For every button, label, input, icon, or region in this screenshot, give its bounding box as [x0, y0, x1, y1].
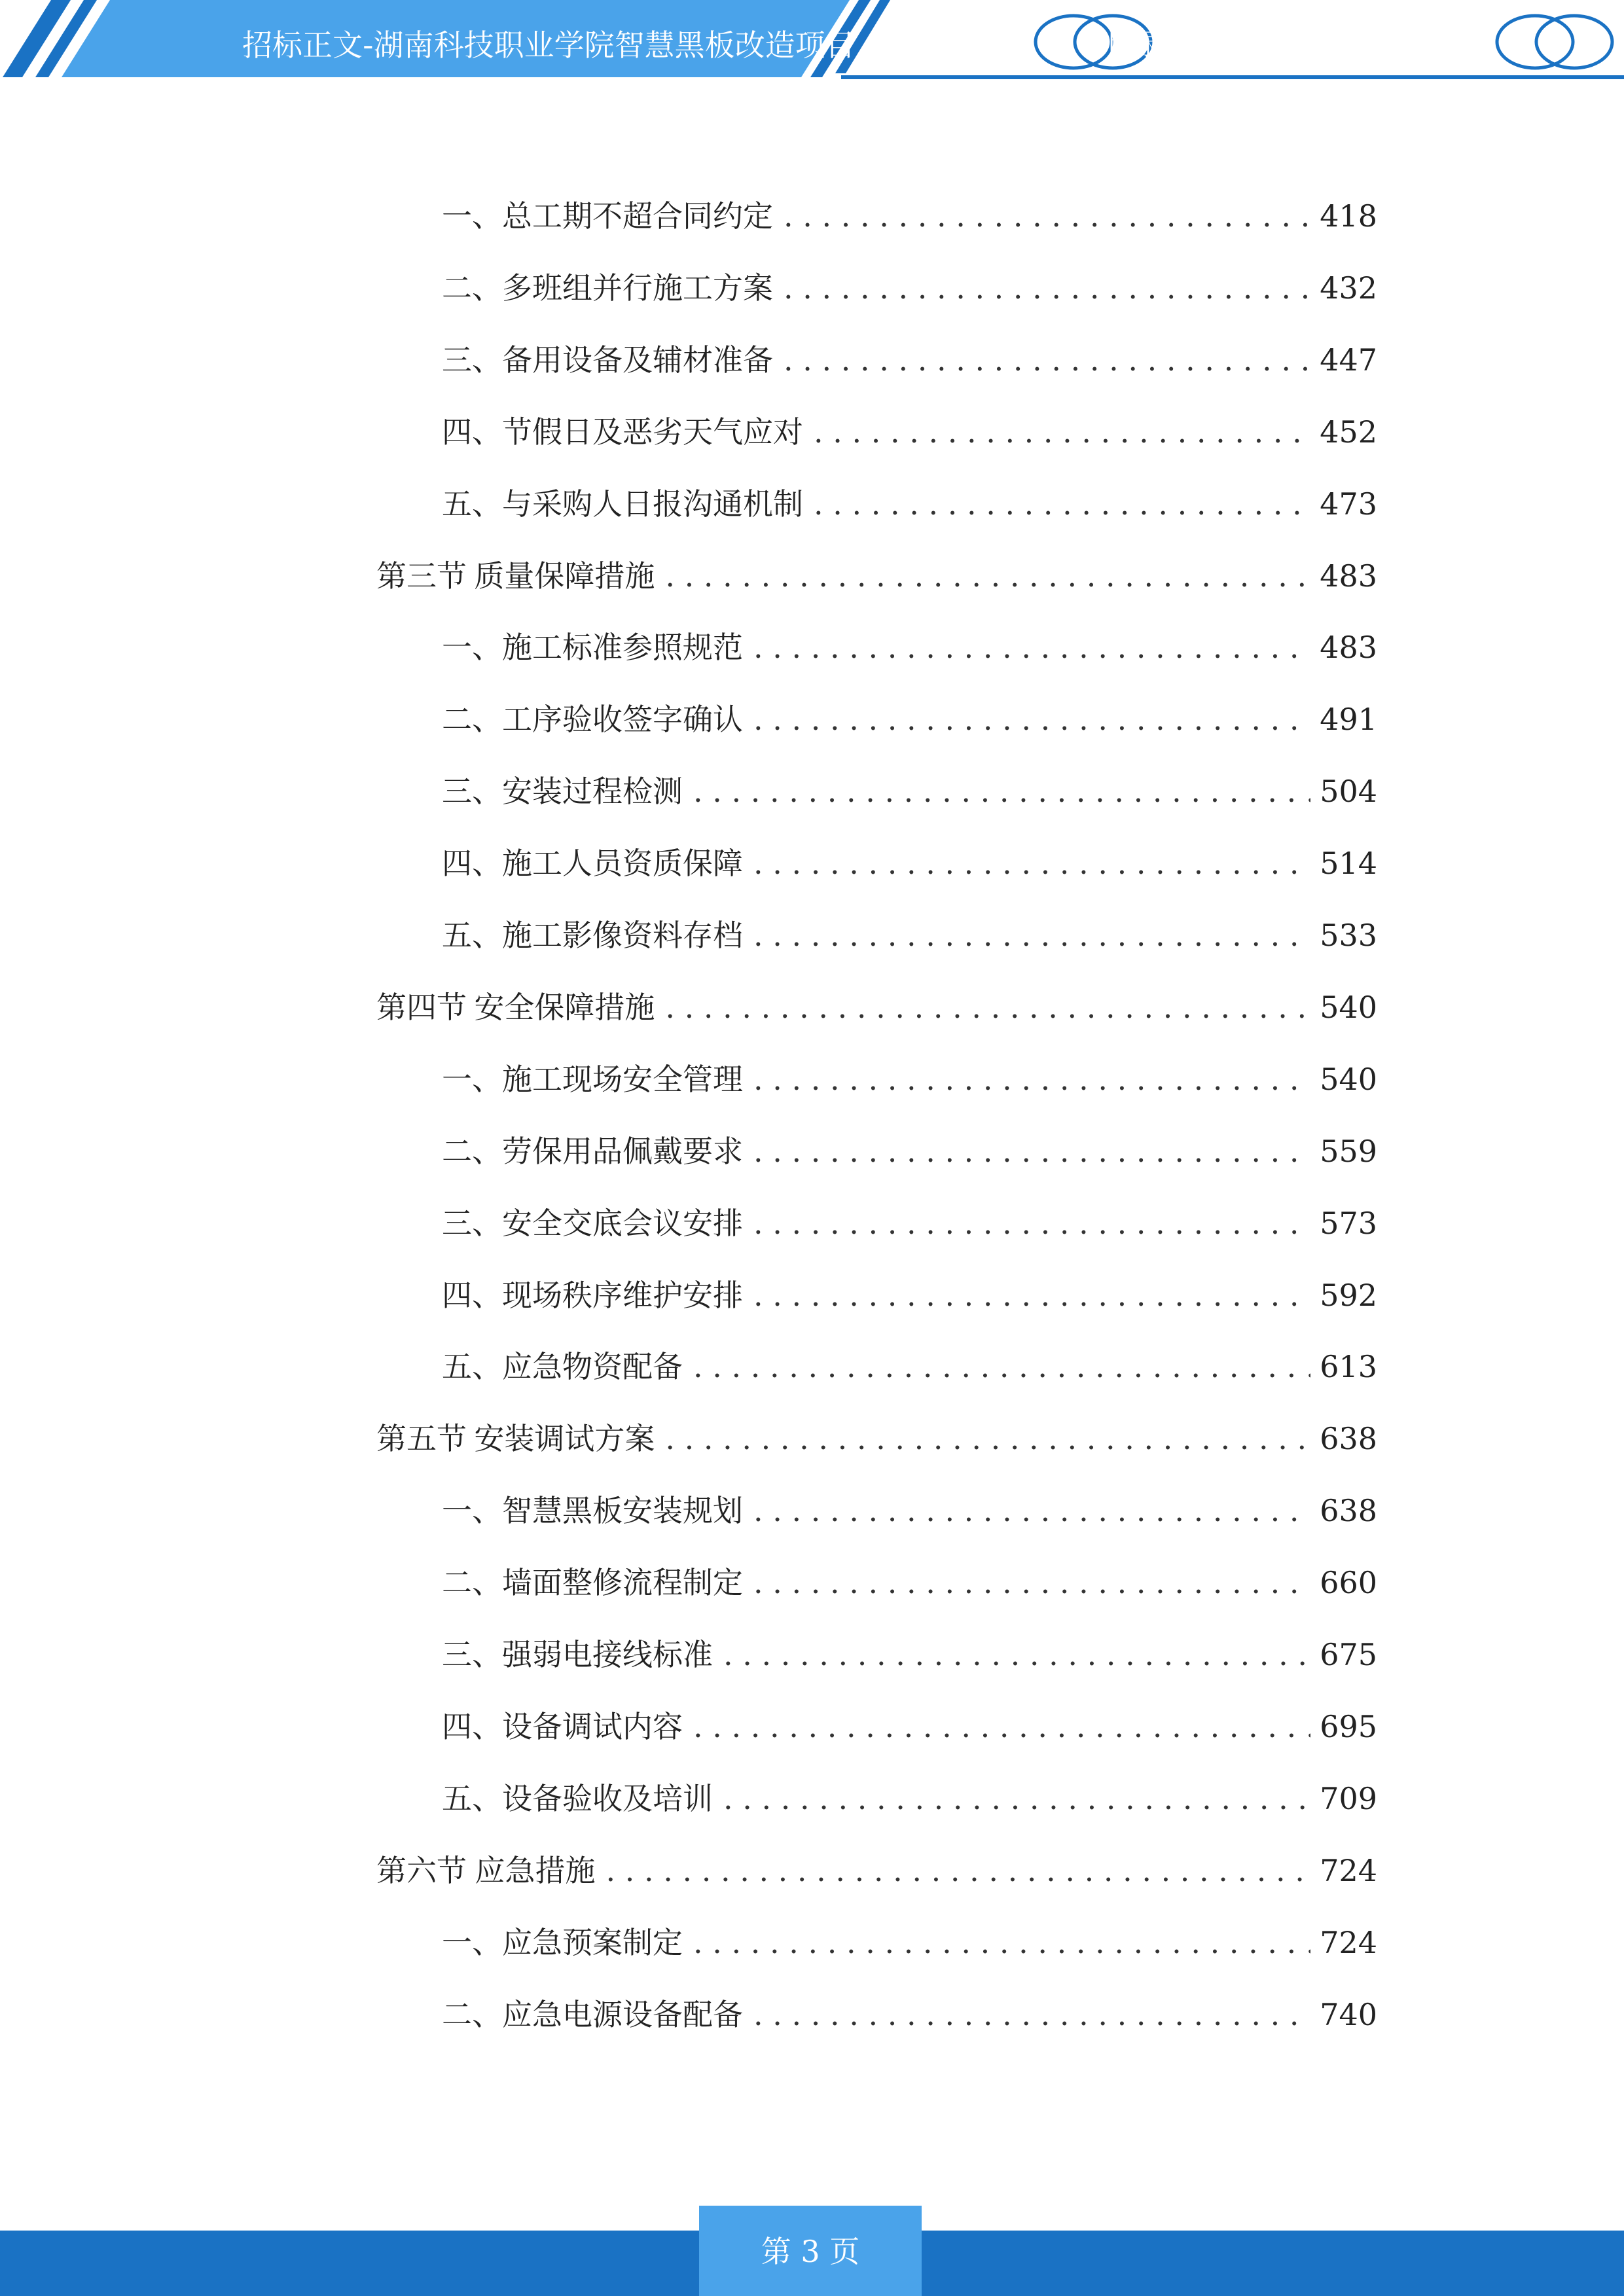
toc-dot-leader: [605, 1848, 1310, 1893]
toc-subsection-entry[interactable]: [442, 624, 1377, 670]
toc-subsection-entry[interactable]: [442, 337, 1377, 383]
toc-entry-page: 514: [1320, 846, 1377, 882]
toc-dot-leader: [693, 1344, 1310, 1390]
toc-dot-leader: [665, 984, 1310, 1030]
toc-entry-page: 724: [1320, 1852, 1377, 1888]
toc-entry-number: 二、: [442, 1996, 502, 2032]
toc-subsection-entry[interactable]: [442, 768, 1377, 814]
toc-dot-leader: [753, 624, 1310, 670]
rings-logo-icon-right: [1497, 16, 1612, 68]
toc-dot-leader: [753, 696, 1310, 742]
toc-entry-number: 四、: [442, 414, 502, 450]
toc-entry-page: 540: [1320, 1061, 1377, 1097]
toc-dot-leader: [784, 193, 1310, 239]
toc-section-entry[interactable]: [376, 1848, 1377, 1893]
toc-entry-page: 452: [1320, 414, 1377, 450]
toc-entry-number: 二、: [442, 270, 502, 306]
toc-entry-page: 418: [1320, 198, 1377, 234]
toc-entry-title: 节假日及恶劣天气应对: [502, 414, 803, 450]
header-title: 招标正文-湖南科技职业学院智慧黑板改造项目: [242, 27, 856, 63]
toc-dot-leader: [753, 1056, 1310, 1102]
toc-entry-number: 第五节: [376, 1421, 467, 1457]
toc-entry-title: 质量保障措施: [474, 558, 655, 594]
header-subtitle: 目录: [1105, 28, 1163, 62]
toc-entry-page: 573: [1320, 1205, 1377, 1241]
toc-dot-leader: [665, 553, 1310, 599]
toc-section-entry[interactable]: [376, 1416, 1377, 1462]
toc-entry-title: 工序验收签字确认: [502, 702, 743, 738]
toc-entry-page: 432: [1320, 270, 1377, 306]
toc-entry-title: 应急预案制定: [502, 1924, 683, 1960]
toc-entry-number: 第三节: [376, 558, 467, 594]
toc-entry-title: 设备调试内容: [502, 1708, 683, 1744]
toc-entry-number: 五、: [442, 486, 502, 522]
toc-entry-page: 504: [1320, 774, 1377, 810]
toc-subsection-entry[interactable]: [442, 1272, 1377, 1318]
toc-entry-page: 675: [1320, 1637, 1377, 1672]
toc-entry-number: 二、: [442, 1133, 502, 1169]
toc-dot-leader: [753, 840, 1310, 886]
toc-entry-number: 三、: [442, 774, 502, 810]
toc-subsection-entry[interactable]: [442, 1488, 1377, 1534]
toc-entry-title: 现场秩序维护安排: [502, 1277, 743, 1313]
toc-subsection-entry[interactable]: [442, 696, 1377, 742]
toc-entry-title: 总工期不超合同约定: [502, 198, 773, 234]
toc-entry-title: 多班组并行施工方案: [502, 270, 773, 306]
toc-entry-title: 施工人员资质保障: [502, 846, 743, 882]
page-number: 第 3 页: [761, 2234, 860, 2269]
toc-dot-leader: [784, 337, 1310, 383]
toc-dot-leader: [753, 1488, 1310, 1534]
toc-entry-title: 应急措施: [475, 1852, 596, 1888]
toc-subsection-entry[interactable]: [442, 409, 1377, 455]
toc-entry-number: 五、: [442, 918, 502, 953]
toc-entry-page: 592: [1320, 1277, 1377, 1313]
toc-subsection-entry[interactable]: [442, 1704, 1377, 1749]
toc-dot-leader: [723, 1776, 1310, 1821]
toc-entry-title: 施工标准参照规范: [502, 630, 743, 666]
toc-entry-number: 四、: [442, 1277, 502, 1313]
toc-dot-leader: [665, 1416, 1310, 1462]
toc-entry-number: 一、: [442, 1493, 502, 1529]
toc-entry-number: 一、: [442, 630, 502, 666]
toc-entry-title: 安全保障措施: [474, 989, 655, 1025]
toc-entry-title: 设备验收及培训: [502, 1780, 713, 1816]
toc-dot-leader: [693, 1704, 1310, 1749]
toc-entry-title: 备用设备及辅材准备: [502, 342, 773, 378]
toc-entry-page: 638: [1320, 1421, 1377, 1457]
toc-subsection-entry[interactable]: [442, 1560, 1377, 1605]
toc-entry-number: 二、: [442, 1565, 502, 1601]
toc-entry-title: 应急物资配备: [502, 1349, 683, 1385]
toc-subsection-entry[interactable]: [442, 1776, 1377, 1821]
toc-entry-title: 安装过程检测: [502, 774, 683, 810]
toc-entry-title: 安全交底会议安排: [502, 1205, 743, 1241]
toc-dot-leader: [693, 768, 1310, 814]
toc-subsection-entry[interactable]: [442, 1128, 1377, 1174]
toc-entry-number: 二、: [442, 702, 502, 738]
toc-entry-page: 740: [1320, 1996, 1377, 2032]
toc-subsection-entry[interactable]: [442, 1056, 1377, 1102]
toc-entry-number: 三、: [442, 1205, 502, 1241]
toc-entry-title: 施工影像资料存档: [502, 918, 743, 953]
toc-entry-title: 施工现场安全管理: [502, 1061, 743, 1097]
toc-subsection-entry[interactable]: [442, 481, 1377, 527]
toc-entry-title: 墙面整修流程制定: [502, 1565, 743, 1601]
toc-section-entry[interactable]: [376, 984, 1377, 1030]
toc-dot-leader: [814, 481, 1310, 527]
toc-entry-number: 四、: [442, 1708, 502, 1744]
toc-subsection-entry[interactable]: [442, 1920, 1377, 1965]
toc-entry-page: 724: [1320, 1924, 1377, 1960]
toc-dot-leader: [784, 265, 1310, 311]
toc-entry-number: 五、: [442, 1780, 502, 1816]
toc-subsection-entry[interactable]: [442, 1344, 1377, 1390]
toc-entry-number: 一、: [442, 1924, 502, 1960]
toc-entry-title: 安装调试方案: [474, 1421, 655, 1457]
toc-entry-page: 473: [1320, 486, 1377, 522]
toc-entry-title: 与采购人日报沟通机制: [502, 486, 803, 522]
toc-subsection-entry[interactable]: [442, 840, 1377, 886]
toc-entry-number: 五、: [442, 1349, 502, 1385]
toc-entry-page: 709: [1320, 1780, 1377, 1816]
toc-entry-title: 智慧黑板安装规划: [502, 1493, 743, 1529]
toc-dot-leader: [753, 1128, 1310, 1174]
toc-dot-leader: [753, 1560, 1310, 1605]
toc-subsection-entry[interactable]: [442, 1632, 1377, 1677]
toc-dot-leader: [814, 409, 1310, 455]
toc-dot-leader: [753, 1992, 1310, 2037]
toc-entry-page: 613: [1320, 1349, 1377, 1385]
toc-entry-page: 491: [1320, 702, 1377, 738]
toc-entry-page: 483: [1320, 558, 1377, 594]
toc-entry-page: 559: [1320, 1133, 1377, 1169]
toc-entry-page: 483: [1320, 630, 1377, 666]
toc-entry-page: 660: [1320, 1565, 1377, 1601]
toc-entry-page: 533: [1320, 918, 1377, 953]
toc-dot-leader: [753, 912, 1310, 958]
toc-entry-number: 三、: [442, 1637, 502, 1672]
toc-entry-number: 第六节: [376, 1852, 467, 1888]
toc-entry-page: 447: [1320, 342, 1377, 378]
toc-subsection-entry[interactable]: [442, 193, 1377, 239]
toc-entry-page: 540: [1320, 989, 1377, 1025]
toc-entry-title: 应急电源设备配备: [502, 1996, 743, 2032]
toc-subsection-entry[interactable]: [442, 912, 1377, 958]
toc-entry-page: 638: [1320, 1493, 1377, 1529]
toc-entry-title: 劳保用品佩戴要求: [502, 1133, 743, 1169]
toc-dot-leader: [723, 1632, 1310, 1677]
toc-entry-number: 一、: [442, 1061, 502, 1097]
toc-dot-leader: [753, 1272, 1310, 1318]
toc-section-entry[interactable]: [376, 553, 1377, 599]
page-header: [0, 0, 1624, 85]
toc-entry-number: 三、: [442, 342, 502, 378]
toc-subsection-entry[interactable]: [442, 1992, 1377, 2037]
toc-dot-leader: [753, 1200, 1310, 1246]
toc-entry-number: 第四节: [376, 989, 467, 1025]
toc-subsection-entry[interactable]: [442, 265, 1377, 311]
toc-entry-page: 695: [1320, 1708, 1377, 1744]
toc-subsection-entry[interactable]: [442, 1200, 1377, 1246]
toc-dot-leader: [693, 1920, 1310, 1965]
toc-entry-number: 四、: [442, 846, 502, 882]
toc-entry-title: 强弱电接线标准: [502, 1637, 713, 1672]
toc-entry-number: 一、: [442, 198, 502, 234]
